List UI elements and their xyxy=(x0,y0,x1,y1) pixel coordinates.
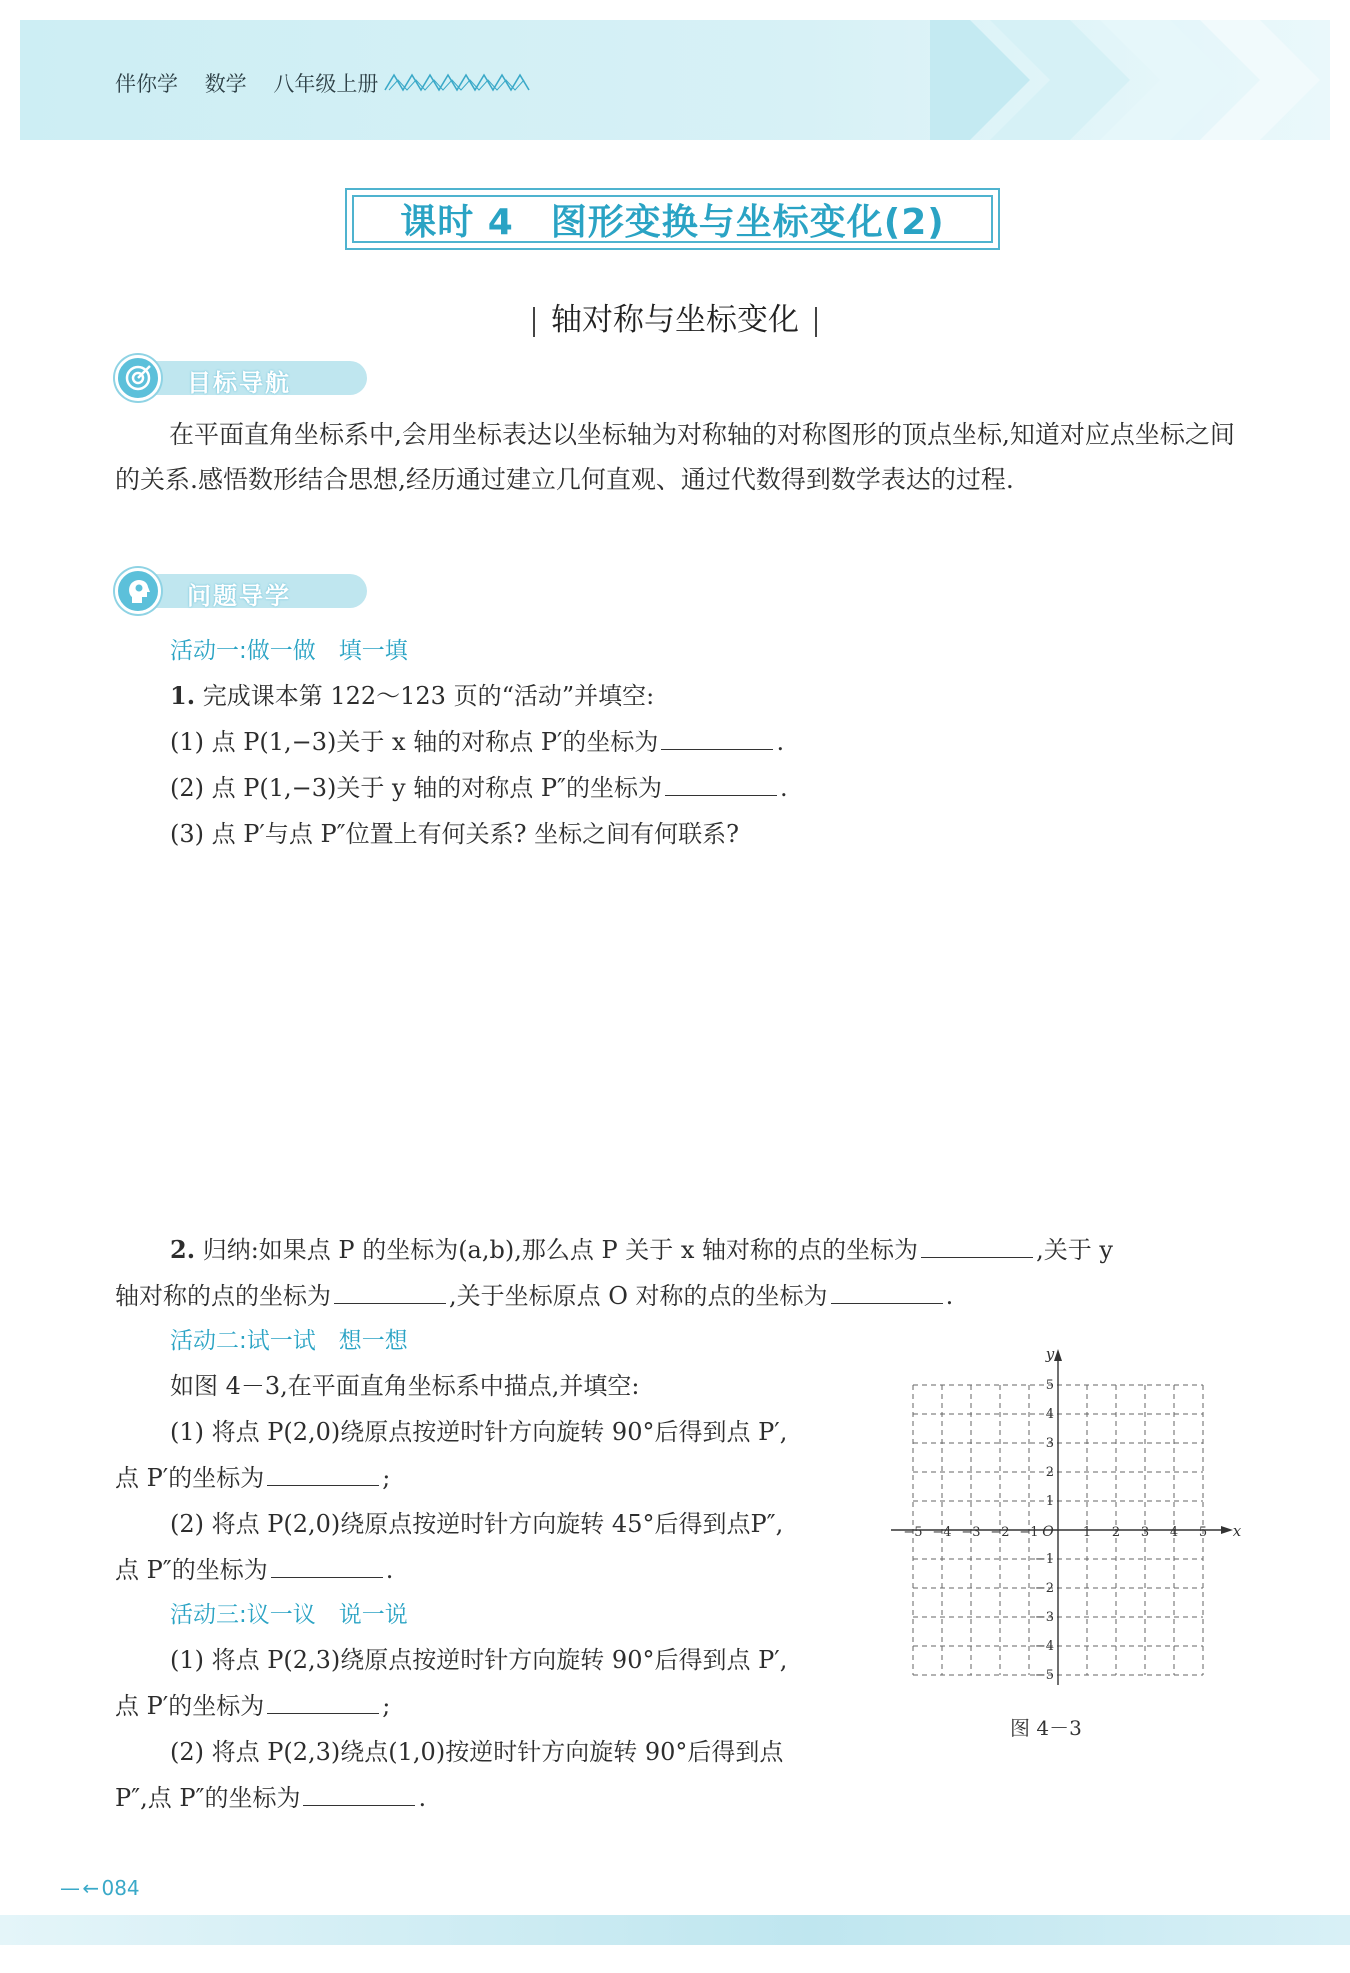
activity3-q2-line1: (2) 将点 P(2,3)绕点(1,0)按逆时针方向旋转 90°后得到点 xyxy=(170,1738,784,1766)
answer-blank[interactable] xyxy=(665,773,777,796)
answer-blank[interactable] xyxy=(661,727,773,750)
guide-badge xyxy=(115,568,355,614)
activity3-q1-line1: (1) 将点 P(2,3)绕原点按逆时针方向旋转 90°后得到点 P′, xyxy=(170,1646,788,1674)
section-subtitle: 轴对称与坐标变化 xyxy=(505,294,845,339)
x-tick-label: −5 xyxy=(903,1525,923,1540)
y-tick-label: 4 xyxy=(1045,1407,1054,1422)
y-tick-label: 1 xyxy=(1045,1494,1054,1509)
y-tick-label: 3 xyxy=(1045,1436,1054,1451)
activity3-q1-line2: 点 P′的坐标为 ; xyxy=(115,1692,391,1720)
x-tick-label: −1 xyxy=(1019,1525,1039,1540)
x-tick-label: −2 xyxy=(990,1525,1010,1540)
y-axis-label: y xyxy=(1045,1345,1055,1363)
question-2-line2: 轴对称的点的坐标为 ,关于坐标原点 O 对称的点的坐标为 . xyxy=(115,1282,954,1310)
x-axis-label: x xyxy=(1232,1522,1242,1540)
activity2-q2-line2: 点 P″的坐标为 . xyxy=(115,1556,394,1584)
y-tick-label: −2 xyxy=(1034,1581,1054,1596)
guide-label: 问题导学 xyxy=(187,582,291,610)
header-chevron-decoration xyxy=(930,20,1350,140)
x-tick-label: 5 xyxy=(1198,1525,1208,1540)
goal-paragraph: 在平面直角坐标系中,会用坐标表达以坐标轴为对称轴的对称图形的顶点坐标,知道对应点坐标之间的关系.感悟数形结合思想,经历通过建立几何直观、通过代数得到数学表达的过程. xyxy=(115,420,1235,494)
goal-label: 目标导航 xyxy=(187,369,291,397)
answer-blank[interactable] xyxy=(267,1691,379,1714)
answer-blank[interactable] xyxy=(831,1281,943,1304)
question-1-2: (2) 点 P(1,−3)关于 y 轴的对称点 P″的坐标为 . xyxy=(170,774,788,802)
answer-blank[interactable] xyxy=(921,1235,1033,1258)
page-number: — ← 084 xyxy=(60,1876,140,1900)
answer-blank[interactable] xyxy=(271,1555,383,1578)
activity2-q2-line1: (2) 将点 P(2,0)绕原点按逆时针方向旋转 45°后得到点P″, xyxy=(170,1510,784,1538)
lesson-title-box xyxy=(345,188,1000,250)
question-1-1: (1) 点 P(1,−3)关于 x 轴的对称点 P′的坐标为 . xyxy=(170,728,785,756)
lesson-title: 课时 4 图形变换与坐标变化(2) xyxy=(400,201,945,243)
activity1-title: 活动一:做一做 填一填 xyxy=(170,638,408,664)
x-tick-label: −4 xyxy=(932,1525,952,1540)
x-tick-label: 2 xyxy=(1111,1525,1121,1540)
triangle-pattern-icon xyxy=(385,72,530,92)
activity2-q1-line2: 点 P′的坐标为 ; xyxy=(115,1464,391,1492)
activity2-intro: 如图 4－3,在平面直角坐标系中描点,并填空: xyxy=(170,1372,640,1400)
activity2-title: 活动二:试一试 想一想 xyxy=(170,1328,408,1354)
target-icon xyxy=(123,363,153,393)
question-2-line1: 2. 归纳:如果点 P 的坐标为(a,b),那么点 P 关于 x 轴对称的点的坐标为 ,关于 y xyxy=(170,1235,1113,1264)
answer-blank[interactable] xyxy=(267,1463,379,1486)
header-book: 伴你学 xyxy=(115,72,178,96)
header-grade: 八年级上册 xyxy=(273,72,379,96)
y-tick-label: −1 xyxy=(1034,1552,1054,1567)
answer-blank[interactable] xyxy=(303,1783,415,1806)
header-text xyxy=(115,68,398,98)
y-tick-label: 2 xyxy=(1045,1465,1054,1480)
x-tick-label: 1 xyxy=(1082,1525,1092,1540)
activity3-title: 活动三:议一议 说一说 xyxy=(170,1602,408,1628)
y-tick-label: −3 xyxy=(1034,1610,1054,1625)
x-tick-label: −3 xyxy=(961,1525,981,1540)
x-tick-label: 4 xyxy=(1169,1525,1179,1540)
answer-blank[interactable] xyxy=(334,1281,446,1304)
figure-caption: 图 4－3 xyxy=(1010,1716,1082,1740)
origin-label: O xyxy=(1042,1524,1054,1540)
footer-band xyxy=(0,1915,1350,1945)
y-tick-label: 5 xyxy=(1045,1378,1054,1393)
y-tick-label: −5 xyxy=(1034,1668,1054,1683)
header-subject: 数学 xyxy=(204,72,247,96)
head-gear-icon xyxy=(124,576,154,606)
coordinate-grid-figure xyxy=(888,1340,1242,1683)
goal-badge xyxy=(115,355,355,401)
activity2-q1-line1: (1) 将点 P(2,0)绕原点按逆时针方向旋转 90°后得到点 P′, xyxy=(170,1418,788,1446)
question-1: 1. 完成课本第 122～123 页的“活动”并填空: xyxy=(170,681,655,710)
question-1-3: (3) 点 P′与点 P″位置上有何关系? 坐标之间有何联系? xyxy=(170,820,739,848)
y-tick-label: −4 xyxy=(1034,1639,1054,1654)
x-tick-label: 3 xyxy=(1140,1525,1150,1540)
y-axis-arrow xyxy=(1054,1349,1062,1361)
activity3-q2-line2: P″,点 P″的坐标为 . xyxy=(115,1784,427,1812)
x-axis-arrow xyxy=(1221,1526,1233,1534)
